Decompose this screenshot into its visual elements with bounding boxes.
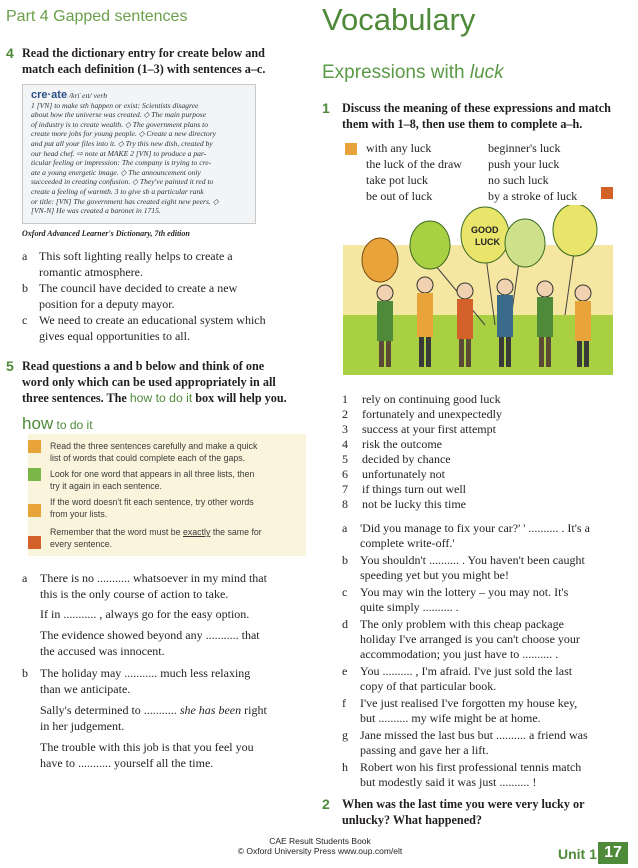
question-5-line3-pre: three sentences. The (22, 391, 130, 405)
question-4-text (22, 45, 265, 77)
gap-line: but .......... my wife might be at home. (360, 711, 541, 725)
question-2-line2: unlucky? What happened? (342, 813, 482, 827)
gap-letter: h (342, 760, 348, 774)
exercise-b-letter: b (22, 666, 28, 680)
dictionary-line: 1 [VN] to make sth happen or exist: Scientists disagree (31, 100, 199, 110)
howto-reference: how to do it (129, 391, 193, 405)
sentence-line: The council have decided to create a new (39, 281, 238, 295)
gap-line: but modestly said it was just .......... ! (360, 775, 537, 789)
meaning-number: 7 (342, 482, 348, 496)
gap-line: quite simply .......... . (360, 600, 459, 614)
unit-label: Unit 1 (558, 846, 597, 862)
sentence-line: This soft lighting really helps to create a (39, 249, 233, 263)
question-1-line2: them with 1–8, then use them to complete a–h. (342, 117, 583, 131)
expression: by a stroke of luck (488, 189, 578, 203)
green-square-icon (28, 468, 41, 481)
good-luck-illustration (325, 205, 628, 385)
balloon (461, 207, 509, 263)
balloon-text: LUCK (475, 237, 500, 247)
tip-line-post: the same for (210, 527, 262, 537)
sentence-letter: c (22, 313, 28, 327)
gap-letter: d (342, 617, 348, 631)
gap-letter: b (342, 553, 348, 567)
gap-line: You may win the lottery – you may not. It's (360, 585, 569, 599)
question-4-line1: Read the dictionary entry for create below and (22, 46, 265, 60)
gap-line: 'Did you manage to fix your car?' ' .......... . It's a (360, 521, 590, 535)
meaning-text: not be lucky this time (362, 497, 466, 511)
exercise-line: this is the only course of action to take. (40, 587, 229, 601)
meaning-number: 8 (342, 497, 348, 511)
gap-letter: e (342, 664, 348, 678)
balloon (553, 205, 597, 256)
gap-letter: g (342, 728, 348, 742)
question-number-4: 4 (6, 45, 14, 61)
question-1-line1: Discuss the meaning of these expressions and match (342, 101, 611, 115)
meaning-number: 3 (342, 422, 348, 436)
exercise-line-post: right (241, 703, 267, 717)
sentence-letter: a (22, 249, 28, 263)
question-5-text (22, 358, 287, 406)
balloon (505, 219, 545, 267)
footer-line1: CAE Result Students Book (269, 836, 371, 846)
gap-line: speeding yet but you might be! (360, 568, 509, 582)
balloon (410, 221, 450, 269)
gap-letter: a (342, 521, 348, 535)
sentence-line: romantic atmosphere. (39, 264, 143, 279)
sentence-item (22, 313, 312, 345)
meaning-number: 5 (342, 452, 348, 466)
exercise-line (40, 703, 267, 719)
tip-line-pre: Remember that the word must be (50, 527, 183, 537)
meaning-text: fortunately and unexpectedly (362, 407, 502, 421)
tip-line: from your lists. (50, 509, 108, 519)
orange-square-icon (345, 143, 357, 155)
balloon-text: GOOD (471, 225, 499, 235)
dictionary-line: ticular feeling or impression: The company is trying to cre- (31, 158, 212, 168)
tip-line: every sentence. (50, 539, 113, 549)
gap-line: Robert won his first professional tennis match (360, 760, 582, 774)
howto-tip-text (50, 526, 302, 550)
question-number-5: 5 (6, 358, 14, 374)
gap-line: complete write-off.' (360, 536, 455, 550)
balloon (362, 238, 398, 282)
gap-line: The only problem with this cheap package (360, 617, 564, 631)
gap-line: Jane missed the last bus but .......... a friend was (360, 728, 588, 742)
expression: be out of luck (366, 189, 433, 203)
gap-line: passing and gave her a lift. (360, 743, 489, 757)
red-square-icon (28, 536, 41, 549)
exercise-line: in her judgement. (40, 719, 125, 733)
howto-tip (28, 496, 306, 522)
sentence-line: gives equal opportunities to all. (39, 328, 190, 343)
gap-line: I've just realised I've forgotten my house key, (360, 696, 578, 710)
meaning-number: 2 (342, 407, 348, 421)
question-2-line1: When was the last time you were very lucky or (342, 797, 585, 811)
subtitle-italic: luck (469, 62, 504, 83)
expression: with any luck (366, 141, 432, 155)
meaning-number: 6 (342, 467, 348, 481)
exercise-line: The evidence showed beyond any ........... that (40, 628, 260, 642)
question-5-line1: Read questions a and b below and think of one (22, 359, 265, 373)
question-1-text (342, 100, 611, 132)
question-number-1: 1 (322, 100, 330, 116)
meaning-text: success at your first attempt (362, 422, 496, 436)
footer-line2: © Oxford University Press www.oup.com/elt (237, 846, 403, 856)
meaning-text: if things turn out well (362, 482, 466, 496)
expression: beginner's luck (488, 141, 561, 155)
question-5-line2: word only which can be used appropriately in all (22, 375, 276, 389)
howto-tip-text (50, 440, 302, 464)
dictionary-line: [VN-N] He was created a baronet in 1715. (31, 206, 161, 216)
subtitle-text: Expressions with (322, 62, 470, 83)
howto-title-small: to do it (53, 418, 93, 432)
dictionary-entry (22, 84, 256, 224)
expression: the luck of the draw (366, 157, 462, 171)
dictionary-line: succeeded in creating confusion. ◇ They've painted it red to (31, 177, 214, 187)
gap-line: accommodation; you just have to .......... . (360, 647, 559, 661)
gap-letter: f (342, 696, 346, 710)
footer-credits (200, 836, 440, 856)
howto-tip-text (50, 496, 302, 520)
exercise-line: There is no ........... whatsoever in my mind that (40, 571, 267, 585)
page-number: 17 (598, 842, 628, 864)
dictionary-source: Oxford Advanced Learner's Dictionary, 7th edition (22, 229, 190, 238)
meaning-text: rely on continuing good luck (362, 392, 501, 406)
exercise-line: the accused was innocent. (40, 644, 165, 658)
sentence-line: position for a deputy mayor. (39, 296, 175, 311)
tip-line: Look for one word that appears in all three lists, then (50, 469, 255, 479)
tip-line-underline: exactly (183, 527, 211, 537)
exercise-line: The holiday may ........... much less relaxing (40, 666, 251, 680)
expression: push your luck (488, 157, 560, 171)
question-5-line3 (22, 390, 287, 406)
tip-line (50, 526, 302, 538)
expression: take pot luck (366, 173, 428, 187)
gap-line: copy of that particular book. (360, 679, 497, 693)
meaning-text: decided by chance (362, 452, 451, 466)
exercise-line: If in ........... , always go for the easy option. (40, 607, 250, 621)
tip-line: Read the three sentences carefully and make a quick (50, 441, 258, 451)
dictionary-line: create more jobs for young people. ◇ Create a new directory (31, 129, 217, 139)
gap-line: You .......... , I'm afraid. I've just sold the last (360, 664, 573, 678)
dictionary-line: our head chef. ⇨ note at MAKE 2 [VN] to produce a par- (31, 148, 207, 158)
gap-line: You shouldn't .......... . You haven't been caught (360, 553, 585, 567)
dictionary-line: or title: [VN] The government has created eight new peers. ◇ (31, 196, 219, 206)
dictionary-line: about how the universe was created. ◇ The main purpose (31, 110, 207, 120)
sentence-item (22, 249, 312, 281)
red-square-icon (601, 187, 613, 199)
meaning-text: unfortunately not (362, 467, 445, 481)
exercise-line: than we anticipate. (40, 682, 131, 696)
gap-line: holiday I've arranged is you can't choose your (360, 632, 580, 646)
howto-tip (28, 440, 306, 466)
sentence-item (22, 281, 312, 313)
howto-tip (28, 526, 306, 552)
dictionary-line: ate a young energetic image. ◇ The announcement only (31, 167, 201, 177)
howto-tip-text (50, 468, 302, 492)
tip-line: If the word doesn't fit each sentence, try other words (50, 497, 254, 507)
howto-box (28, 434, 306, 556)
sentence-letter: b (22, 281, 28, 295)
question-4-line2: match each definition (1–3) with sentences a–c. (22, 62, 266, 76)
howto-title-big: how (22, 414, 54, 433)
question-number-2: 2 (322, 796, 330, 812)
sentence-line: We need to create an educational system which (39, 313, 266, 327)
page-title: Vocabulary (322, 2, 476, 37)
expression: no such luck (488, 173, 549, 187)
exercise-line-italic: she has been (179, 703, 242, 717)
orange-square-icon (28, 504, 41, 517)
exercise-line: have to ........... yourself all the time. (40, 756, 214, 770)
dictionary-headword: cre·ate (31, 89, 68, 101)
dictionary-line: create a feeling of warmth. 3 to give sb a particular rank (31, 186, 204, 196)
howto-title (22, 414, 93, 434)
meaning-number: 4 (342, 437, 348, 451)
gap-letter: c (342, 585, 348, 599)
exercise-line-pre: Sally's determined to ........... (40, 703, 180, 717)
meaning-text: risk the outcome (362, 437, 442, 451)
question-5-line3-post: box will help you. (192, 391, 287, 405)
meaning-number: 1 (342, 392, 348, 406)
exercise-a-letter: a (22, 571, 28, 585)
tip-line: list of words that could complete each of the gaps. (50, 453, 246, 463)
dictionary-line: of industry is to create wealth. ◇ The government plans to (31, 119, 209, 129)
howto-tip (28, 468, 306, 494)
orange-square-icon (28, 440, 41, 453)
section-title: Part 4 Gapped sentences (6, 8, 188, 25)
question-2-text (342, 796, 584, 828)
dictionary-pronunciation: /kriˈeɪt/ verb (67, 91, 108, 100)
dictionary-line: and put all your files into it. ◇ Try this new dish, created by (31, 138, 213, 148)
exercise-line: The trouble with this job is that you feel you (40, 740, 254, 754)
section-subtitle (322, 62, 504, 84)
dictionary-headword-line (31, 91, 247, 101)
tip-line: try it again in each sentence. (50, 481, 162, 491)
